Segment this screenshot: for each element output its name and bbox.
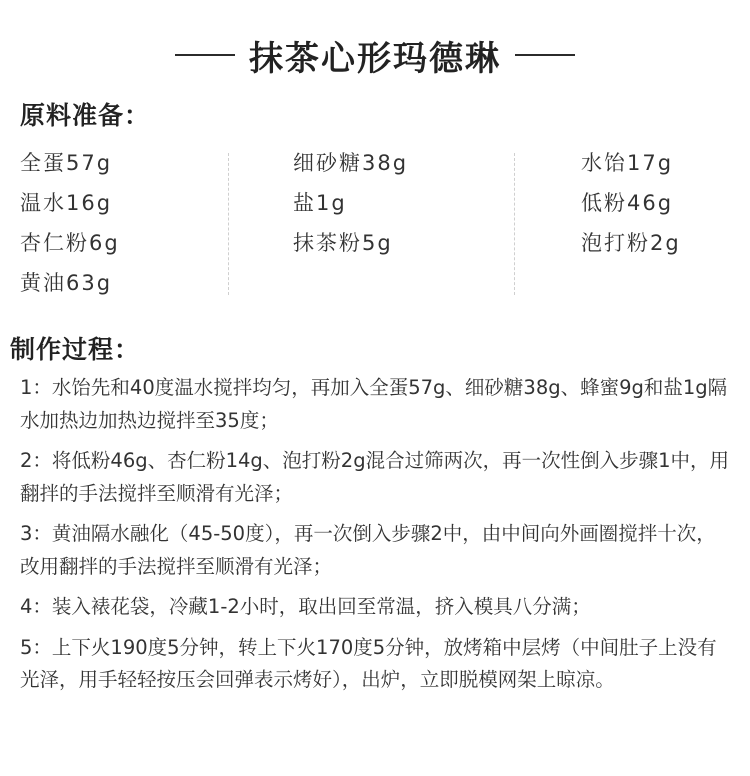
title-rule-right [515,54,575,56]
process-step: 1：水饴先和40度温水搅拌均匀，再加入全蛋57g、细砂糖38g、蜂蜜9g和盐1g隔水加热边加热边搅拌至35度； [20,376,728,432]
process-step: 2：将低粉46g、杏仁粉14g、泡打粉2g混合过筛两次，再一次性倒入步骤1中，用翻拌的手法搅拌至顺滑有光泽； [20,449,729,505]
ingredient-column-2 [293,145,408,265]
process-step: 4：装入裱花袋，冷藏1-2小时，取出回至常温，挤入模具八分满； [20,595,591,618]
process-step: 3：黄油隔水融化（45-50度），再一次倒入步骤2中，由中间向外画圈搅拌十次，改用翻拌的手法搅拌至顺滑有光泽； [20,522,716,578]
process-steps [20,372,732,705]
title-rule-left [175,54,235,56]
ingredient-item: 黄油63g [20,271,113,295]
ingredient-item: 抹茶粉5g [293,231,393,255]
process-step: 5：上下火190度5分钟，转上下火170度5分钟，放烤箱中层烤（中间肚子上没有光泽，用手轻轻按压会回弹表示烤好），出炉，立即脱模网架上晾凉。 [20,635,717,691]
ingredient-item: 细砂糖38g [293,151,409,175]
ingredient-item: 盐1g [293,191,347,215]
ingredients-grid [0,145,750,305]
ingredient-item: 杏仁粉6g [20,231,120,255]
ingredient-item: 泡打粉2g [581,231,681,255]
ingredient-column-1 [20,145,120,305]
ingredient-item: 水饴17g [581,151,674,175]
ingredients-heading: 原料准备： [20,101,151,130]
page-title: 抹茶心形玛德琳 [249,38,501,79]
process-heading: 制作过程： [10,335,141,364]
ingredient-item: 低粉46g [581,191,674,215]
ingredient-column-3 [581,145,681,265]
ingredient-item: 全蛋57g [20,151,113,175]
column-divider [228,153,229,295]
title-bar [0,30,750,80]
column-divider [514,153,515,295]
ingredient-item: 温水16g [20,191,113,215]
